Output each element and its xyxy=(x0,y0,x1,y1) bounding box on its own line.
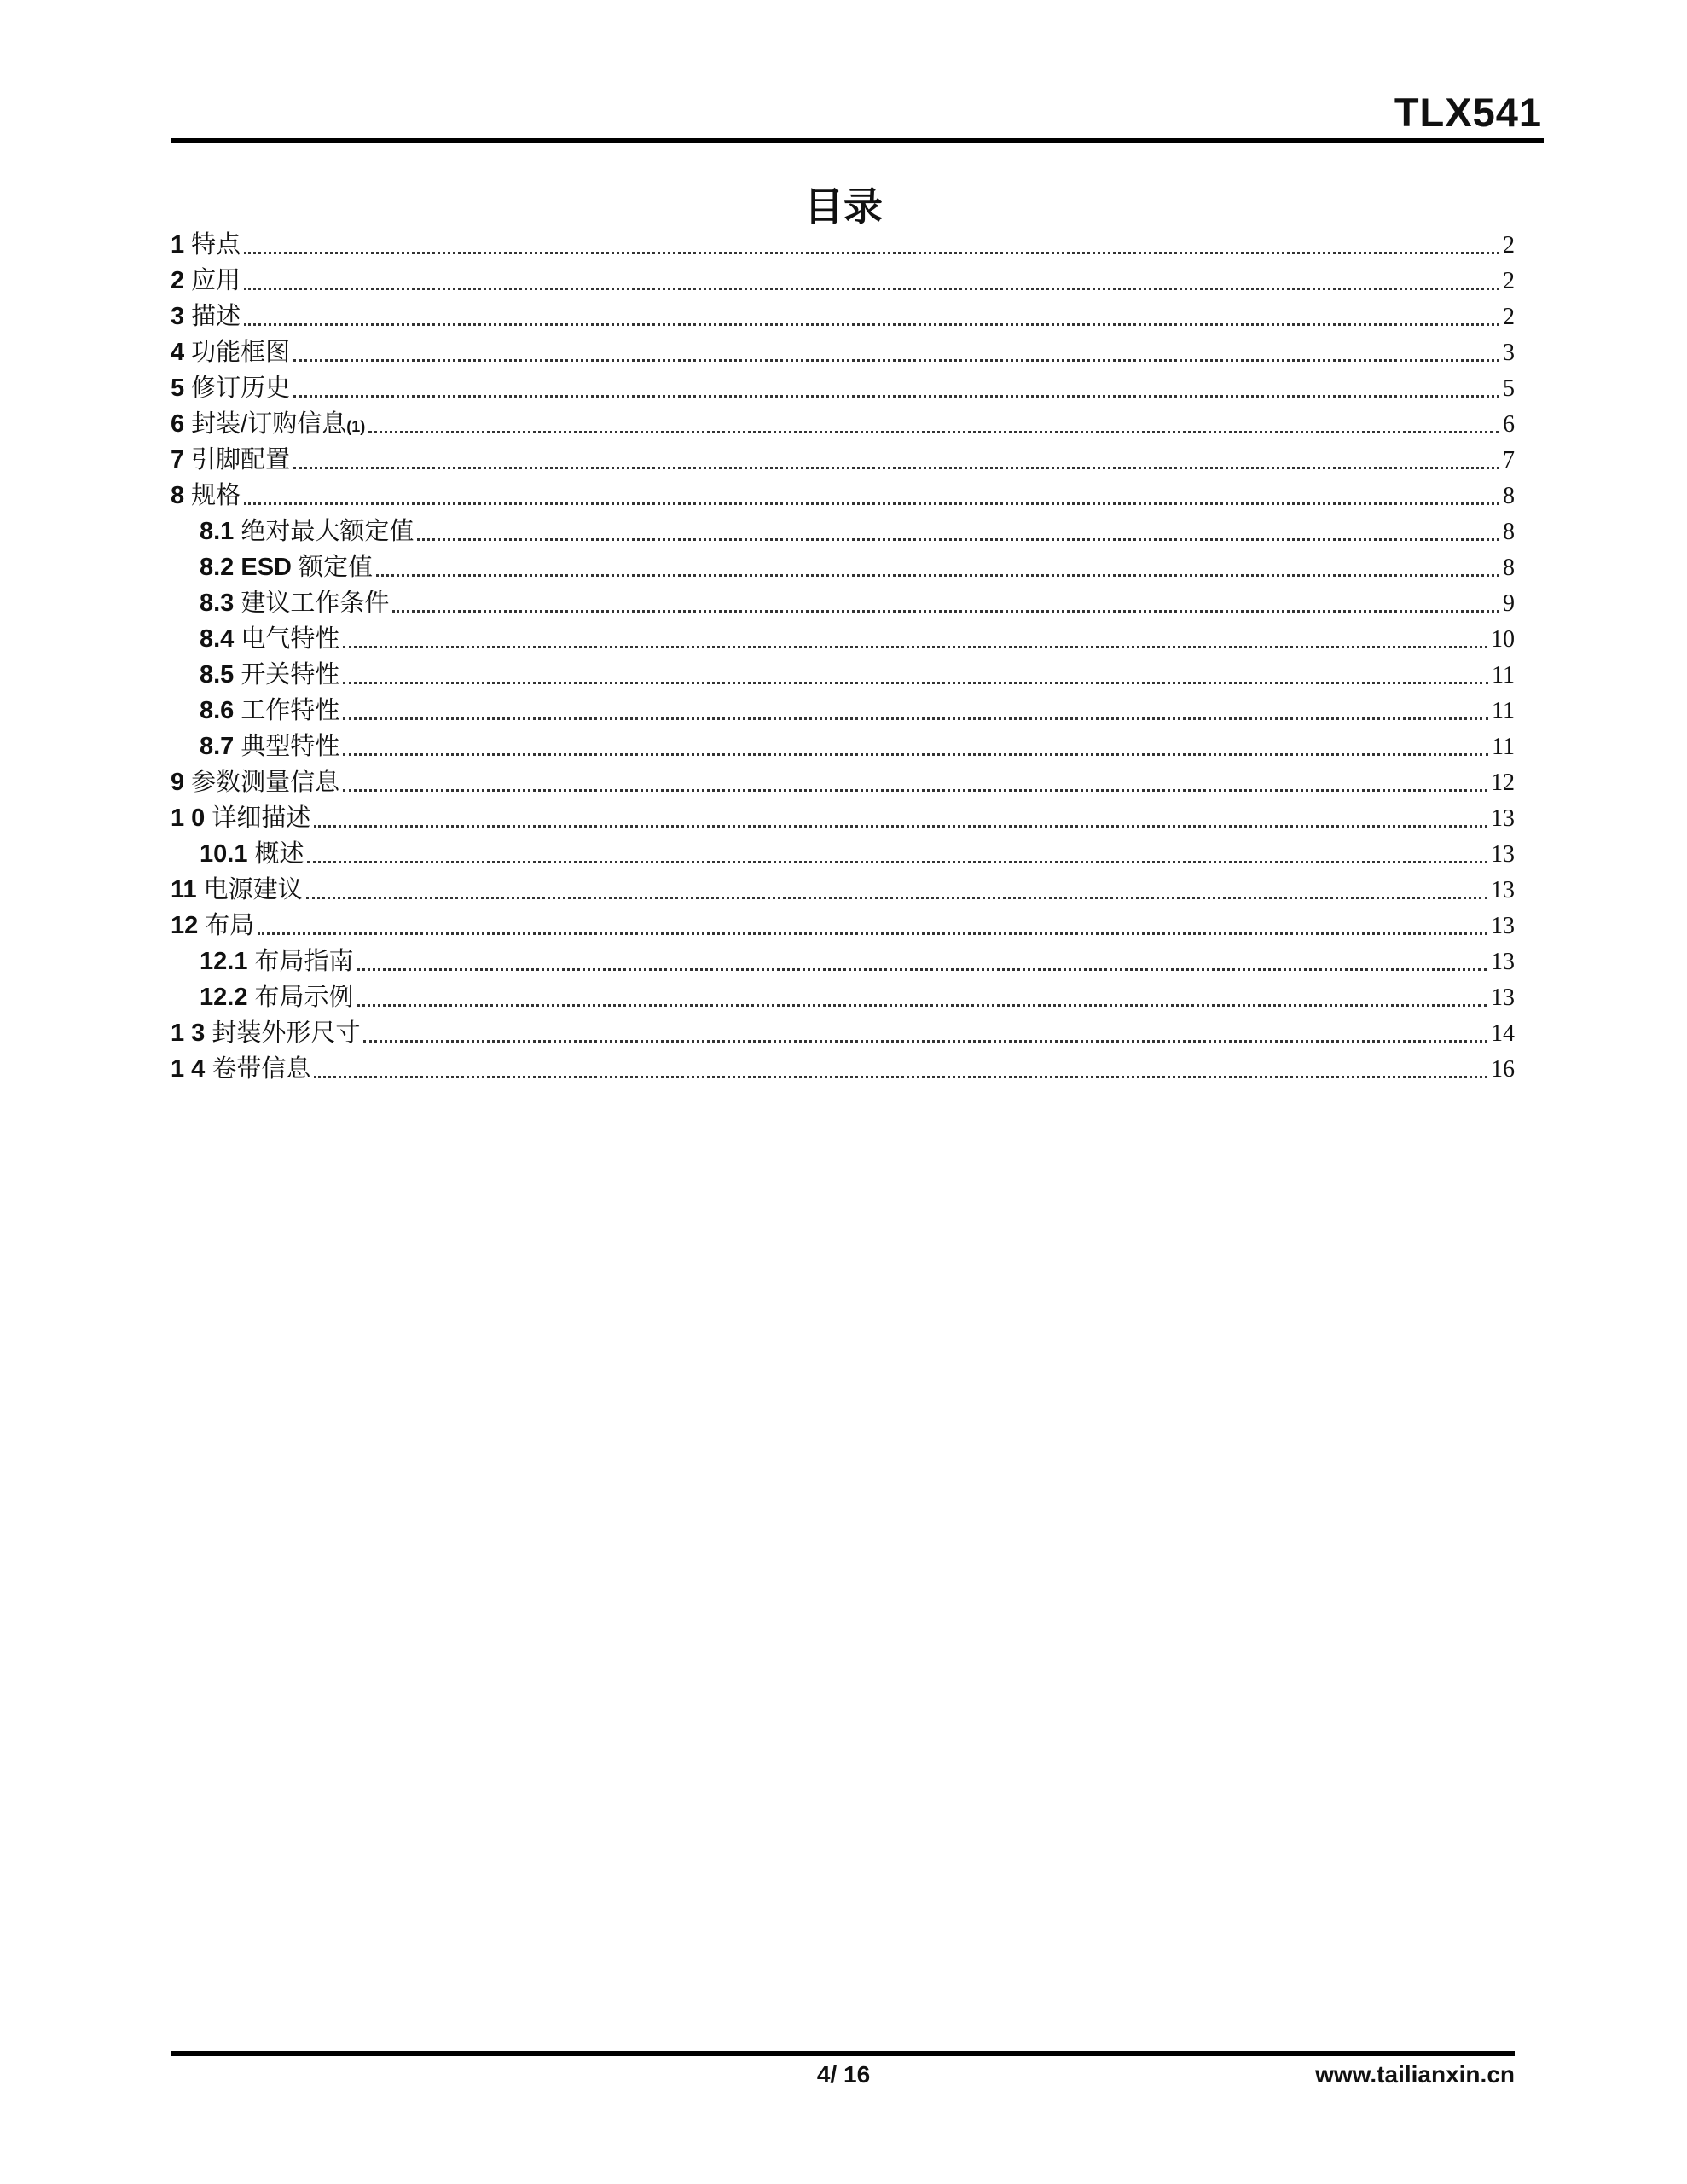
toc-entry-title: 修订历史 xyxy=(191,375,291,402)
toc-entry-number: 12.2 xyxy=(200,984,248,1011)
toc-entry-title: 工作特性 xyxy=(241,697,340,724)
toc-entry[interactable] xyxy=(171,514,1515,549)
toc-entry[interactable] xyxy=(171,1015,1515,1051)
toc-dot-leader xyxy=(343,646,1487,648)
toc-entry-page: 13 xyxy=(1491,913,1515,939)
toc-entry-title: 描述 xyxy=(191,303,241,330)
toc-entry-page: 8 xyxy=(1503,555,1515,581)
toc-entry[interactable] xyxy=(171,979,1515,1015)
header-divider xyxy=(171,138,1544,143)
toc-entry[interactable] xyxy=(171,442,1515,478)
toc-entry-title: 电源建议 xyxy=(203,876,303,903)
toc-dot-leader xyxy=(343,753,1488,756)
toc-entry-page: 8 xyxy=(1503,519,1515,545)
toc-dot-leader xyxy=(343,789,1487,792)
toc-entry-page: 11 xyxy=(1492,662,1515,688)
toc-entry[interactable] xyxy=(171,729,1515,764)
toc-entry-number: 9 xyxy=(171,769,185,796)
toc-entry[interactable] xyxy=(171,764,1515,800)
toc-dot-leader xyxy=(244,323,1499,326)
toc-dot-leader xyxy=(392,610,1499,613)
toc-entry-title: 卷带信息 xyxy=(212,1055,311,1083)
toc-entry-page: 16 xyxy=(1491,1056,1515,1083)
toc-entry[interactable] xyxy=(171,370,1515,406)
toc-entry[interactable] xyxy=(171,299,1515,334)
toc-dot-leader xyxy=(343,717,1488,720)
toc-entry-number: 7 xyxy=(171,446,185,473)
toc-dot-leader xyxy=(306,897,1487,899)
toc-dot-leader xyxy=(293,395,1499,398)
toc-entry-page: 9 xyxy=(1503,590,1515,617)
footer-divider xyxy=(171,2051,1515,2056)
toc-entry-number: 8.2 ESD xyxy=(200,554,292,581)
toc-entry-title: 概述 xyxy=(254,840,304,868)
toc-dot-leader xyxy=(293,359,1499,362)
toc-entry-page: 10 xyxy=(1491,626,1515,653)
toc-entry-number: 1 0 xyxy=(171,804,206,832)
toc-entry-title: 规格 xyxy=(191,482,241,509)
toc-entry-number: 2 xyxy=(171,267,185,294)
table-of-contents xyxy=(171,227,1515,1087)
toc-entry-title: 功能框图 xyxy=(191,339,291,366)
page-number: 4/ 16 xyxy=(816,2061,871,2088)
toc-entry-title: 封装/订购信息 xyxy=(191,410,347,438)
toc-entry-page: 13 xyxy=(1491,805,1515,832)
toc-dot-leader xyxy=(293,467,1499,469)
toc-dot-leader xyxy=(314,825,1487,828)
toc-dot-leader xyxy=(417,538,1499,541)
toc-dot-leader xyxy=(244,288,1499,290)
toc-entry-number: 5 xyxy=(171,375,185,402)
toc-entry-page: 7 xyxy=(1503,447,1515,473)
document-title: TLX541 xyxy=(1394,90,1542,135)
toc-dot-leader xyxy=(244,252,1499,254)
toc-entry-page: 3 xyxy=(1503,340,1515,366)
toc-entry-number: 1 4 xyxy=(171,1055,206,1083)
toc-entry-title: 布局指南 xyxy=(254,948,354,975)
toc-entry-title: 布局示例 xyxy=(254,984,354,1011)
toc-entry[interactable] xyxy=(171,836,1515,872)
toc-entry-page: 13 xyxy=(1491,877,1515,903)
toc-dot-leader xyxy=(357,1004,1487,1007)
toc-entry-number: 8.5 xyxy=(200,661,235,688)
toc-dot-leader xyxy=(258,932,1487,935)
toc-entry-title: 典型特性 xyxy=(241,733,340,760)
toc-entry-number: 3 xyxy=(171,303,185,330)
toc-entry-number: 4 xyxy=(171,339,185,366)
toc-entry[interactable] xyxy=(171,263,1515,299)
toc-dot-leader xyxy=(363,1040,1487,1043)
toc-dot-leader xyxy=(343,682,1488,684)
toc-entry-page: 2 xyxy=(1503,268,1515,294)
toc-entry[interactable] xyxy=(171,944,1515,979)
toc-entry-number: 1 xyxy=(171,231,185,258)
toc-entry-page: 8 xyxy=(1503,483,1515,509)
toc-entry-number: 10.1 xyxy=(200,840,248,868)
toc-entry-number: 8 xyxy=(171,482,185,509)
toc-entry-number: 11 xyxy=(171,876,197,903)
toc-entry-title: 绝对最大额定值 xyxy=(241,518,415,545)
toc-entry-number: 12 xyxy=(171,912,199,939)
toc-dot-leader xyxy=(314,1076,1487,1078)
toc-entry-title: 布局 xyxy=(205,912,255,939)
toc-entry-title: 应用 xyxy=(191,267,241,294)
toc-entry[interactable] xyxy=(171,585,1515,621)
toc-entry[interactable]: 6 封装/订购信息 (1) 6 xyxy=(171,406,1515,442)
toc-dot-leader xyxy=(307,861,1487,863)
toc-entry-number: 1 3 xyxy=(171,1019,206,1047)
toc-heading: 目录 xyxy=(804,184,883,229)
toc-dot-leader xyxy=(244,502,1499,505)
toc-entry-page: 5 xyxy=(1503,375,1515,402)
toc-entry[interactable] xyxy=(171,549,1515,585)
toc-entry[interactable] xyxy=(171,693,1515,729)
toc-entry-number: 6 xyxy=(171,410,185,438)
toc-dot-leader xyxy=(357,968,1487,971)
toc-entry-page: 12 xyxy=(1491,770,1515,796)
toc-entry[interactable] xyxy=(171,872,1515,908)
toc-entry-page: 2 xyxy=(1503,232,1515,258)
toc-entry-number: 8.6 xyxy=(200,697,235,724)
toc-entry-page: 6 xyxy=(1503,411,1515,438)
website-link[interactable]: www.tailianxin.cn xyxy=(1315,2061,1515,2088)
toc-entry-title: 参数测量信息 xyxy=(191,769,340,796)
toc-entry-number: 8.7 xyxy=(200,733,235,760)
toc-entry-title: 引脚配置 xyxy=(191,446,291,473)
toc-entry-title: 额定值 xyxy=(299,554,374,581)
toc-entry-page: 2 xyxy=(1503,304,1515,330)
toc-entry-page: 14 xyxy=(1491,1020,1515,1047)
toc-entry-title: 建议工作条件 xyxy=(241,590,390,617)
toc-entry-page: 13 xyxy=(1491,949,1515,975)
toc-entry[interactable] xyxy=(171,227,1515,263)
toc-dot-leader xyxy=(376,574,1499,577)
toc-entry[interactable] xyxy=(171,478,1515,514)
toc-entry-number: 8.1 xyxy=(200,518,235,545)
toc-entry[interactable] xyxy=(171,908,1515,944)
toc-entry-title: 开关特性 xyxy=(241,661,340,688)
toc-entry-title: 封装外形尺寸 xyxy=(212,1019,361,1047)
toc-entry-title: 特点 xyxy=(191,231,241,258)
toc-entry-page: 11 xyxy=(1492,734,1515,760)
toc-entry[interactable] xyxy=(171,621,1515,657)
toc-entry[interactable] xyxy=(171,657,1515,693)
toc-entry-title: 电气特性 xyxy=(241,625,340,653)
toc-entry[interactable] xyxy=(171,1051,1515,1087)
toc-entry-number: 8.4 xyxy=(200,625,235,653)
toc-entry-page: 11 xyxy=(1492,698,1515,724)
toc-entry[interactable] xyxy=(171,334,1515,370)
toc-entry-title: 详细描述 xyxy=(212,804,311,832)
toc-entry-page: 13 xyxy=(1491,841,1515,868)
toc-entry[interactable] xyxy=(171,800,1515,836)
toc-entry-number: 12.1 xyxy=(200,948,248,975)
toc-entry-page: 13 xyxy=(1491,985,1515,1011)
toc-dot-leader xyxy=(368,431,1499,433)
toc-entry-number: 8.3 xyxy=(200,590,235,617)
